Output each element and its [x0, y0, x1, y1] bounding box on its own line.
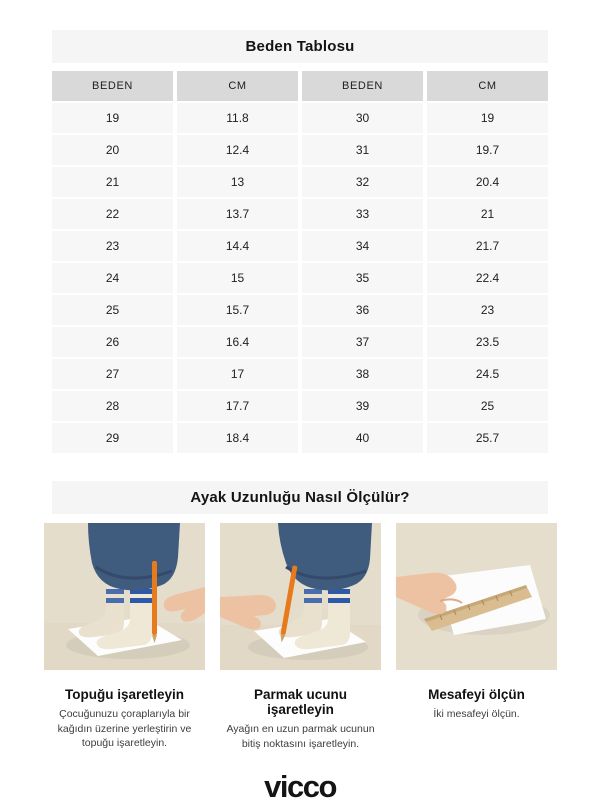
measure-section — [52, 481, 548, 514]
measure-steps — [44, 523, 556, 751]
step-description: Çocuğunuzu çoraplarıyla bir kağıdın üzerine yerleştirin ve topuğu işaretleyin. — [57, 708, 192, 750]
table-row — [52, 327, 548, 357]
table-row — [52, 167, 548, 197]
table-row — [52, 231, 548, 261]
column-header-cm-right: CM — [427, 71, 548, 101]
table-cell: 31 — [302, 135, 423, 165]
table-cell: 21 — [427, 199, 548, 229]
table-cell: 18.4 — [177, 423, 298, 453]
table-cell: 19 — [52, 103, 173, 133]
column-header-cm-left: CM — [177, 71, 298, 101]
step-description: Ayağın en uzun parmak ucunun bitiş noktasını işaretleyin. — [226, 723, 375, 750]
table-cell: 37 — [302, 327, 423, 357]
table-cell: 24.5 — [427, 359, 548, 389]
step-mark-toe — [220, 523, 381, 751]
table-cell: 40 — [302, 423, 423, 453]
step-heading: Parmak ucunu işaretleyin — [253, 687, 348, 717]
column-header-beden-left: BEDEN — [52, 71, 173, 101]
brand-logo: vicco — [264, 769, 336, 800]
table-cell: 39 — [302, 391, 423, 421]
table-cell: 32 — [302, 167, 423, 197]
table-row — [52, 135, 548, 165]
size-table-rows — [52, 103, 548, 453]
table-row — [52, 295, 548, 325]
table-cell: 23 — [427, 295, 548, 325]
table-cell: 25.7 — [427, 423, 548, 453]
table-cell: 26 — [52, 327, 173, 357]
table-cell: 23.5 — [427, 327, 548, 357]
table-cell: 19 — [427, 103, 548, 133]
table-cell: 16.4 — [177, 327, 298, 357]
footer — [0, 771, 600, 800]
table-row — [52, 423, 548, 453]
step-description: İki mesafeyi ölçün. — [433, 708, 520, 720]
table-cell: 20.4 — [427, 167, 548, 197]
table-cell: 23 — [52, 231, 173, 261]
table-cell: 33 — [302, 199, 423, 229]
table-row — [52, 103, 548, 133]
table-cell: 27 — [52, 359, 173, 389]
step-measure-distance — [396, 523, 557, 751]
table-cell: 38 — [302, 359, 423, 389]
table-cell: 17.7 — [177, 391, 298, 421]
table-cell: 20 — [52, 135, 173, 165]
table-cell: 12.4 — [177, 135, 298, 165]
size-table — [52, 71, 548, 453]
table-cell: 19.7 — [427, 135, 548, 165]
table-cell: 14.4 — [177, 231, 298, 261]
table-cell: 25 — [427, 391, 548, 421]
column-header-beden-right: BEDEN — [302, 71, 423, 101]
size-table-section — [52, 30, 548, 453]
child-toe-marking-photo — [220, 523, 381, 670]
table-cell: 13 — [177, 167, 298, 197]
table-row — [52, 263, 548, 293]
step-heading: Mesafeyi ölçün — [428, 687, 525, 702]
child-heel-marking-photo — [44, 523, 205, 670]
table-cell: 30 — [302, 103, 423, 133]
table-cell: 17 — [177, 359, 298, 389]
table-cell: 36 — [302, 295, 423, 325]
measure-section-title: Ayak Uzunluğu Nasıl Ölçülür? — [52, 481, 548, 514]
size-table-title: Beden Tablosu — [52, 30, 548, 63]
size-table-header — [52, 71, 548, 101]
table-cell: 15 — [177, 263, 298, 293]
table-cell: 35 — [302, 263, 423, 293]
table-cell: 24 — [52, 263, 173, 293]
table-cell: 22.4 — [427, 263, 548, 293]
table-row — [52, 359, 548, 389]
table-cell: 22 — [52, 199, 173, 229]
table-cell: 25 — [52, 295, 173, 325]
table-cell: 21.7 — [427, 231, 548, 261]
step-mark-heel — [44, 523, 205, 751]
ruler-measuring-photo — [396, 523, 557, 670]
table-cell: 15.7 — [177, 295, 298, 325]
table-cell: 34 — [302, 231, 423, 261]
table-row — [52, 391, 548, 421]
table-row — [52, 199, 548, 229]
step-heading: Topuğu işaretleyin — [64, 687, 184, 702]
table-cell: 13.7 — [177, 199, 298, 229]
table-cell: 28 — [52, 391, 173, 421]
table-cell: 29 — [52, 423, 173, 453]
table-cell: 11.8 — [177, 103, 298, 133]
table-cell: 21 — [52, 167, 173, 197]
